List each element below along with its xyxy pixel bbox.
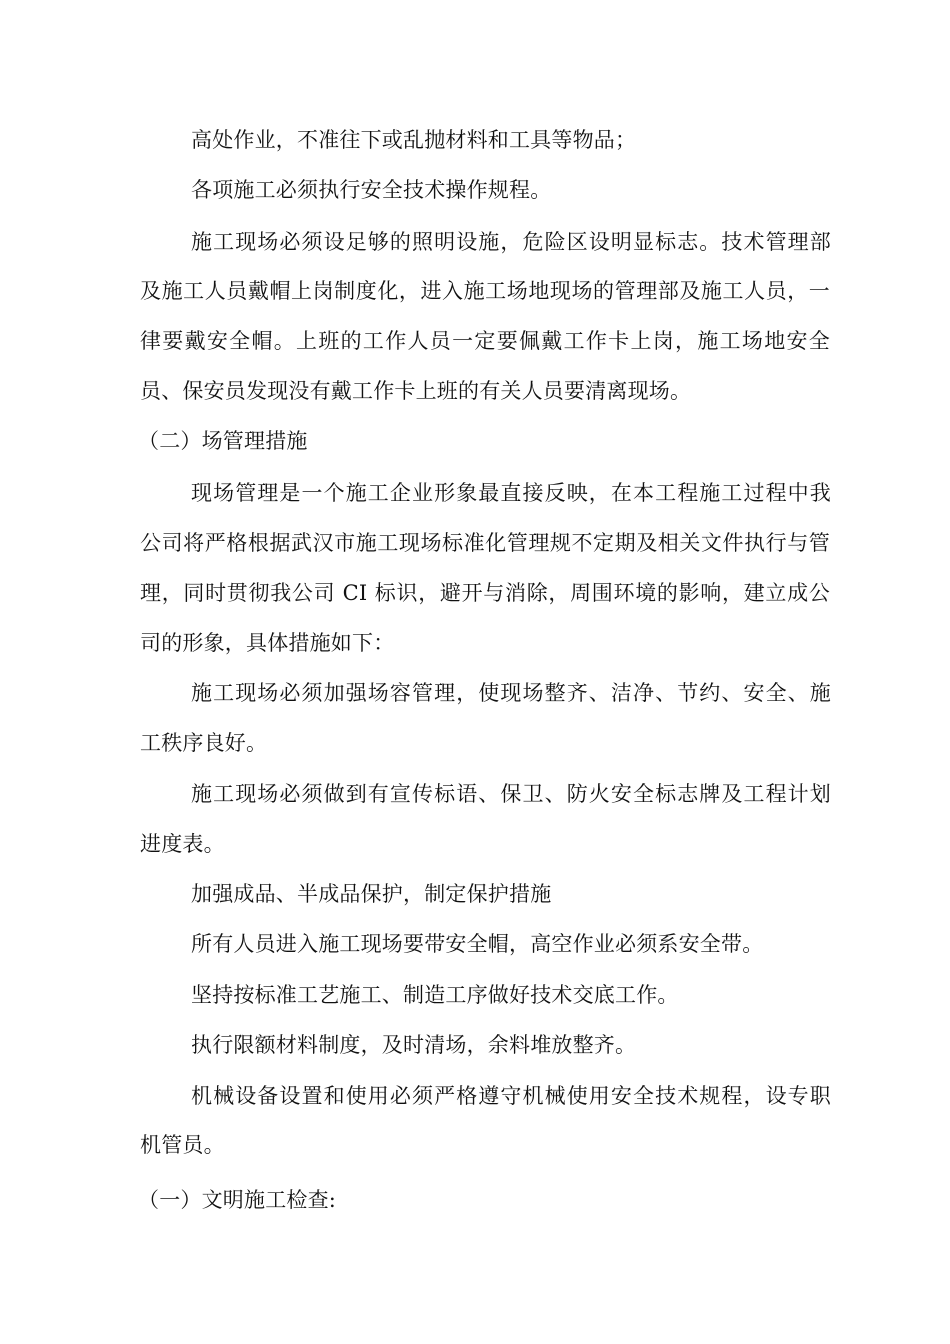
paragraph-line: 司的形象，具体措施如下： <box>140 631 395 655</box>
paragraph-line: 施工现场必须加强场容管理，使现场整齐、洁净、节约、安全、施 <box>191 681 831 705</box>
paragraph-line: 进度表。 <box>140 832 225 856</box>
paragraph-line: 机械设备设置和使用必须严格遵守机械使用安全技术规程，设专职 <box>191 1084 831 1108</box>
paragraph-line: 高处作业，不准往下或乱抛材料和工具等物品； <box>191 128 637 152</box>
paragraph-line: 施工现场必须做到有宣传标语、保卫、防火安全标志牌及工程计划 <box>191 782 831 806</box>
paragraph-line: 各项施工必须执行安全技术操作规程。 <box>191 178 552 202</box>
paragraph-line: 现场管理是一个施工企业形象最直接反映，在本工程施工过程中我 <box>191 481 831 505</box>
paragraph-line: 施工现场必须设足够的照明设施，危险区设明显标志。技术管理部 <box>191 230 831 254</box>
paragraph-line: 律要戴安全帽。上班的工作人员一定要佩戴工作卡上岗，施工场地安全 <box>140 329 830 353</box>
paragraph-line: 工秩序良好。 <box>140 731 268 755</box>
paragraph-line: 坚持按标准工艺施工、制造工序做好技术交底工作。 <box>191 983 679 1007</box>
paragraph-line: 机管员。 <box>140 1133 225 1157</box>
paragraph-line: 执行限额材料制度，及时清场，余料堆放整齐。 <box>191 1033 637 1057</box>
paragraph-line: 加强成品、半成品保护，制定保护措施 <box>191 882 552 906</box>
section-heading: （二）场管理措施 <box>138 429 308 453</box>
section-heading: （一）文明施工检查: <box>138 1188 337 1212</box>
paragraph-line: 理，同时贯彻我公司 CI 标识，避开与消除，周围环境的影响，建立成公 <box>140 581 830 605</box>
paragraph-line: 公司将严格根据武汉市施工现场标准化管理规不定期及相关文件执行与管 <box>140 531 830 555</box>
paragraph-line: 所有人员进入施工现场要带安全帽，高空作业必须系安全带。 <box>191 932 764 956</box>
paragraph-line: 员、保安员发现没有戴工作卡上班的有关人员要清离现场。 <box>140 379 692 403</box>
paragraph-line: 及施工人员戴帽上岗制度化，进入施工场地现场的管理部及施工人员，一 <box>140 279 830 303</box>
